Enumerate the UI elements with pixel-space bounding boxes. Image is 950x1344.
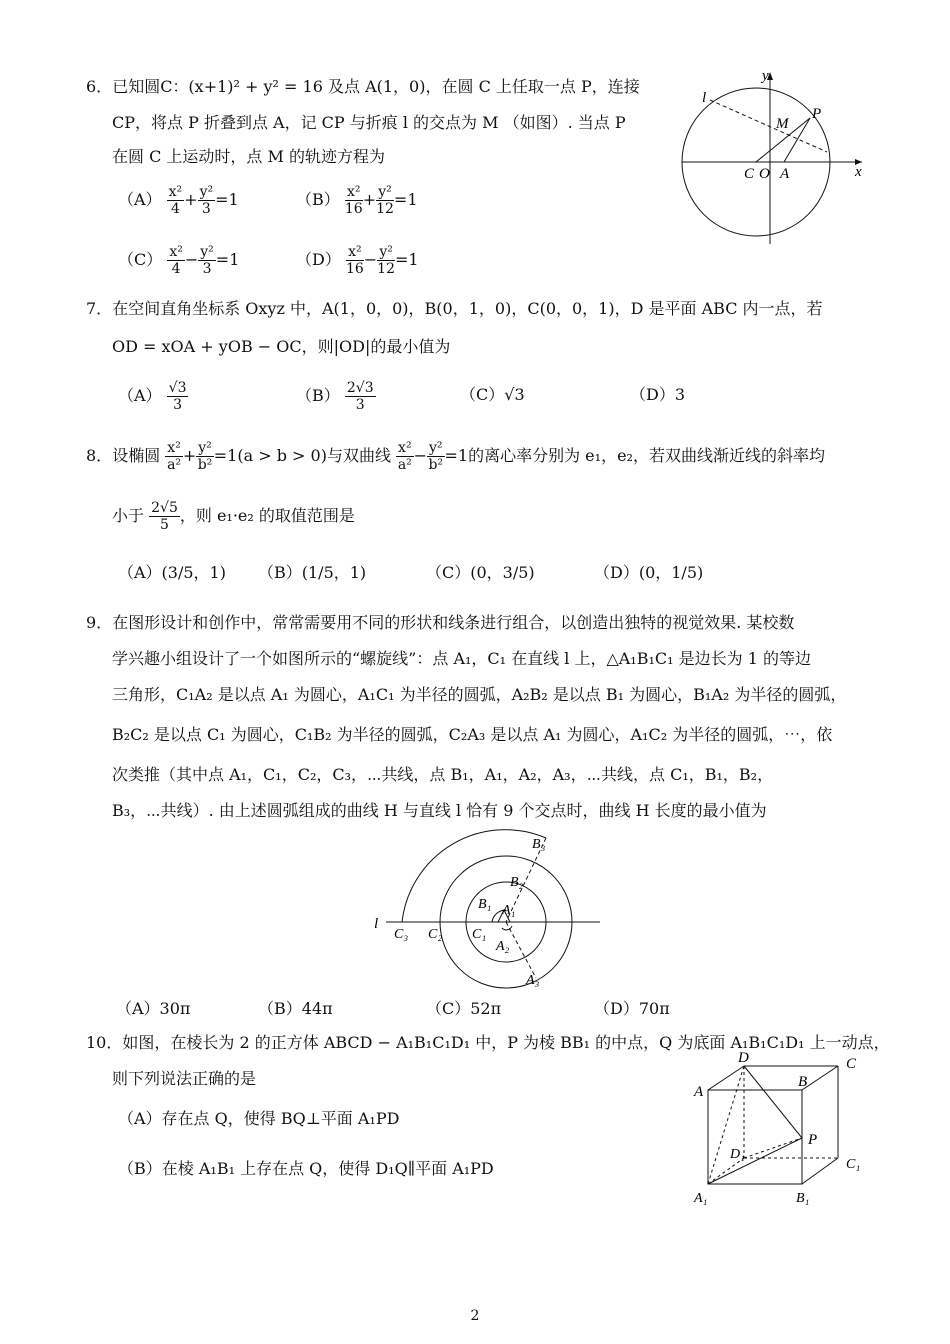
q6-option-b[interactable]: （B） $\frac{\text{x²}}{16}$ + $\frac{\text{y²}}{12}$ =1 bbox=[296, 184, 418, 217]
label-c2: C₂ bbox=[428, 927, 443, 942]
label-d: D bbox=[738, 1050, 749, 1066]
q9-line2: 学兴趣小组设计了一个如图所示的“螺旋线”：点 A₁，C₁ 在直线 l 上，△A₁B₁C₁ 是边长为 1 的等边 bbox=[112, 649, 811, 668]
q8-line2: 小于 $\frac{2√5}{5}$ ，则 e₁·e₂ 的取值范围是 bbox=[112, 500, 355, 533]
q7-option-a[interactable]: （A） $\frac{√3}{3}$ bbox=[118, 380, 187, 413]
q8-line1: 8．设椭圆 $\frac{\text{x²}}{\text{a²}}$ + $\frac{\text{y²}}{\text{b²}}$ =1(a > b > 0)与双曲线 $\frac{\text{x²}}{\text{a²}}$ − $\frac{\text{y²}}{\text{b²}}$ =1的离心率分别为 e₁，e₂，若双曲线渐近线的斜率均 bbox=[86, 440, 825, 473]
label-p: P bbox=[812, 106, 822, 122]
q10-option-a[interactable]: （A）存在点 Q，使得 BQ⊥平面 A₁PD bbox=[118, 1109, 400, 1128]
q7-line2: OD = xOA + yOB − OC，则|OD|的最小值为 bbox=[112, 337, 451, 356]
q6-line1: 6．已知圆C：(x+1)² + y² = 16 及点 A(1，0)，在圆 C 上任取一点 P，连接 bbox=[86, 77, 640, 96]
label-b: B bbox=[798, 1074, 808, 1090]
label-a: A bbox=[694, 1084, 704, 1100]
label-o: O bbox=[759, 166, 770, 182]
q10-cube-figure bbox=[690, 1046, 870, 1210]
label-c1: C₁ bbox=[472, 927, 487, 942]
label-b1: B₁ bbox=[796, 1191, 810, 1206]
q9-line4: B₂C₂ 是以点 C₁ 为圆心，C₁B₂ 为半径的圆弧，C₂A₃ 是以点 A₁ 为圆心，A₁C₂ 为半径的圆弧，⋯，依 bbox=[112, 725, 833, 744]
label-c3: C₃ bbox=[394, 927, 409, 942]
q9-option-d[interactable]: （D）70π bbox=[594, 999, 670, 1018]
q6-option-d[interactable]: （D） $\frac{\text{x²}}{16}$ − $\frac{\text{y²}}{12}$ =1 bbox=[296, 244, 419, 277]
label-c: C bbox=[744, 166, 755, 182]
q8-option-b[interactable]: （B）(1/5，1) bbox=[258, 563, 367, 582]
label-d1: D₁ bbox=[730, 1147, 745, 1162]
q7-option-c[interactable]: （C）√3 bbox=[460, 385, 525, 404]
label-a1: A₁ bbox=[694, 1191, 708, 1206]
q7-number: 7． bbox=[86, 299, 113, 318]
q7-line1: 7．在空间直角坐标系 Oxyz 中，A(1，0，0)，B(0，1，0)，C(0，0，1)，D 是平面 ABC 内一点，若 bbox=[86, 299, 823, 318]
q9-line1: 9．在图形设计和创作中，常常需要用不同的形状和线条进行组合，以创造出独特的视觉效果. 某校数 bbox=[86, 613, 795, 632]
q6-option-c[interactable]: （C） $\frac{\text{x²}}{4}$ − $\frac{\text{y²}}{3}$ =1 bbox=[118, 244, 240, 277]
label-l: l bbox=[702, 90, 707, 106]
q9-spiral-figure bbox=[360, 828, 610, 992]
label-x: x bbox=[855, 164, 862, 180]
q8-option-a[interactable]: （A）(3/5，1) bbox=[118, 563, 226, 582]
q7-option-d[interactable]: （D）3 bbox=[630, 385, 686, 404]
label-c: C bbox=[846, 1056, 857, 1072]
q9-option-a[interactable]: （A）30π bbox=[116, 999, 191, 1018]
q9-line6: B₃，⋯共线）. 由上述圆弧组成的曲线 H 与直线 l 恰有 9 个交点时，曲线 H 长度的最小值为 bbox=[112, 801, 767, 820]
q8-option-d[interactable]: （D）(0，1/5) bbox=[594, 563, 704, 582]
q8-option-c[interactable]: （C）(0，3/5) bbox=[426, 563, 535, 582]
label-y: y bbox=[762, 68, 769, 84]
page-number: 2 bbox=[470, 1308, 480, 1324]
label-b3: B₃ bbox=[532, 837, 546, 852]
q9-line5: 次类推（其中点 A₁，C₁，C₂，C₃，⋯共线，点 B₁，A₁，A₂，A₃，⋯共线，点 C₁，B₁，B₂， bbox=[112, 765, 774, 784]
q6-line3: 在圆 C 上运动时，点 M 的轨迹方程为 bbox=[112, 147, 385, 166]
label-l: l bbox=[374, 916, 379, 932]
label-p: P bbox=[808, 1132, 818, 1148]
label-b2: B₂ bbox=[510, 875, 524, 890]
q6-line2: CP，将点 P 折叠到点 A，记 CP 与折痕 l 的交点为 M （如图）. 当点 P bbox=[112, 113, 626, 132]
q9-line3: 三角形，C₁A₂ 是以点 A₁ 为圆心，A₁C₁ 为半径的圆弧，A₂B₂ 是以点 B₁ 为圆心，B₁A₂ 为半径的圆弧， bbox=[112, 685, 847, 704]
q6-circle-figure bbox=[672, 64, 872, 250]
q6-number: 6． bbox=[86, 77, 113, 96]
q7-option-b[interactable]: （B） $\frac{2√3}{3}$ bbox=[296, 380, 374, 413]
label-m: M bbox=[776, 116, 789, 132]
q10-line1: 10．如图，在棱长为 2 的正方体 ABCD − A₁B₁C₁D₁ 中，P 为棱 BB₁ 的中点，Q 为底面 A₁B₁C₁D₁ 上一动点， bbox=[86, 1033, 890, 1052]
label-c1: C₁ bbox=[846, 1157, 861, 1172]
label-a: A bbox=[780, 166, 790, 182]
label-b1: B₁ bbox=[478, 897, 492, 912]
q6-option-a[interactable]: （A） $\frac{\text{x²}}{4}$ + $\frac{\text{y²}}{3}$ =1 bbox=[118, 184, 239, 217]
q10-option-b[interactable]: （B）在棱 A₁B₁ 上存在点 Q，使得 D₁Q∥平面 A₁PD bbox=[118, 1159, 494, 1178]
q9-option-c[interactable]: （C）52π bbox=[426, 999, 502, 1018]
label-a2: A₂ bbox=[496, 939, 510, 954]
q9-option-b[interactable]: （B）44π bbox=[258, 999, 333, 1018]
label-a3: A₃ bbox=[526, 973, 540, 988]
q10-line2: 则下列说法正确的是 bbox=[112, 1069, 257, 1088]
label-a1: A₁ bbox=[502, 903, 516, 918]
